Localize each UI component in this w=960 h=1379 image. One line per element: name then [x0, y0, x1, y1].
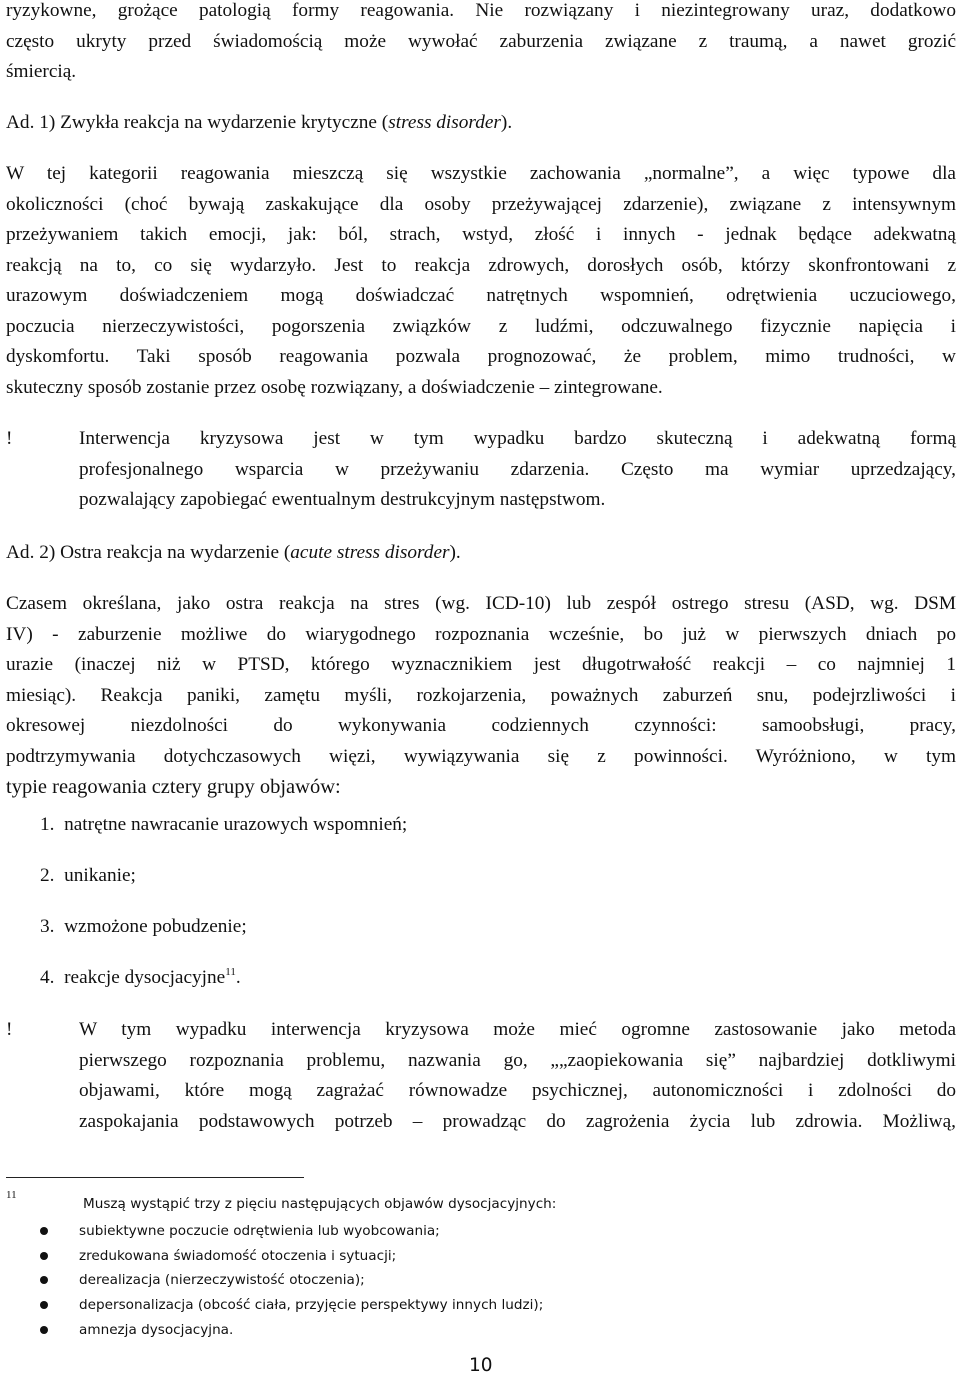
list-text: natrętne nawracanie urazowych wspomnień;	[64, 814, 408, 835]
list-text: wzmożone pobudzenie;	[64, 916, 247, 937]
text-line: skuteczny sposób zostanie przez osobę rozwiązany, a doświadczenie – zintegrowane.	[6, 376, 663, 398]
heading-italic: acute stress disorder	[290, 542, 450, 563]
footnote-item	[0, 1296, 543, 1321]
text-line: poczucia nierzeczywistości, pogorszenia związków z ludźmi, odczuwalnego fizycznie napięcia i	[6, 315, 956, 337]
text-line: zaspokajania podstawowych potrzeb – prowadząc do zagrożenia życia lub zdrowia. Możliwą,	[79, 1110, 956, 1132]
text-line: pozwalający zapobiegać ewentualnym destrukcyjnym następstwom.	[79, 489, 606, 510]
list-number: 2.	[40, 865, 55, 886]
text-line: IV) - zaburzenie możliwe do wiarygodnego rozpoznania wcześnie, bo już w pierwszych dniach po	[6, 623, 956, 645]
footnote-item-text: amnezja dysocjacyjna.	[79, 1321, 234, 1338]
list-number: 3.	[40, 916, 55, 937]
bullet-icon	[40, 1326, 48, 1334]
text-line: przeżywaniem takich emocji, jak: ból, strach, wstyd, złość i innych - jednak będące adekwatną	[6, 224, 956, 245]
list-item	[40, 963, 241, 994]
section-heading-ad1	[6, 108, 956, 139]
heading-suffix: ).	[449, 542, 461, 563]
page-number: 10	[469, 1355, 493, 1376]
list-item	[40, 912, 247, 943]
text-line: urazie (inaczej niż w PTSD, którego wyznacznikiem jest długotrwałość reakcji – co najmniej 1	[6, 654, 956, 675]
text-line: podtrzymywania dotychczasowych więzi, wywiązywania się z powinności. Wyróżniono, w tym	[6, 745, 956, 767]
footnote-item-text: derealizacja (nierzeczywistość otoczenia);	[79, 1272, 365, 1289]
bullet-icon	[40, 1227, 48, 1235]
note-intervention-2	[79, 1015, 956, 1137]
footnote-mark: 11	[6, 1189, 17, 1201]
text-line: W tym wypadku interwencja kryzysowa może mieć ogromne zastosowanie jako metoda	[79, 1019, 956, 1040]
note-marker: !	[6, 1019, 13, 1040]
heading-italic: stress disorder	[388, 112, 501, 133]
list-text: unikanie;	[64, 865, 136, 886]
footnote-item-text: depersonalizacja (obcość ciała, przyjęcie perspektywy innych ludzi);	[79, 1297, 544, 1314]
text-line: okoliczności (choć bywają zaskakujące dla osoby przeżywającej zdarzenie), związane z intensywnym	[6, 193, 956, 215]
text-line: reakcją na to, co się wydarzyło. Jest to reakcja zdrowych, dorosłych osób, którzy skonfrontowani z	[6, 254, 956, 276]
text-line: ryzykowne, grożące patologią formy reagowania. Nie rozwiązany i niezintegrowany uraz, dodatkowo	[6, 0, 956, 21]
text-line: dyskomfortu. Taki sposób reagowania pozwala prognozować, że problem, mimo trudności, w	[6, 346, 956, 367]
heading-prefix: Ad. 2) Ostra reakcja na wydarzenie (	[6, 542, 291, 563]
footnote-item	[0, 1321, 543, 1346]
footnote-separator	[6, 1177, 304, 1178]
text-line: miesiąc). Reakcja paniki, zamętu myśli, rozkojarzenia, poważnych zaburzeń snu, podejrzliwości i	[6, 684, 956, 706]
text-line: urazowym doświadczeniem mogą doświadczać natrętnych wspomnień, odrętwienia uczuciowego,	[6, 285, 956, 306]
footnote-item	[0, 1247, 543, 1272]
list-tail: .	[235, 967, 241, 988]
note-intervention-1	[79, 424, 956, 516]
text-line: objawami, które mogą zagrażać równowadze psychicznej, autonomiczności i zdolności do	[79, 1080, 956, 1101]
section-heading-ad2	[6, 538, 956, 569]
text-line: W tej kategorii reagowania mieszczą się wszystkie zachowania „normalne”, a więc typowe dla	[6, 163, 956, 184]
intro-paragraph	[6, 0, 956, 88]
text-line: profesjonalnego wsparcia w przeżywaniu zdarzenia. Często ma wymiar uprzedzający,	[79, 458, 956, 480]
paragraph-stress-disorder	[6, 159, 956, 403]
heading-prefix: Ad. 1) Zwykła reakcja na wydarzenie krytyczne (	[6, 112, 389, 133]
bullet-icon	[40, 1252, 48, 1260]
text-line: często ukryty przed świadomością może wywołać zaburzenia związane z traumą, a nawet grozić	[6, 30, 956, 52]
list-item	[40, 861, 136, 892]
footnote-heading: Muszą wystąpić trzy z pięciu następujących objawów dysocjacyjnych:	[83, 1196, 557, 1212]
text-line: typie reagowania cztery grupy objawów:	[6, 776, 341, 798]
bullet-icon	[40, 1301, 48, 1309]
footnote-item	[0, 1222, 543, 1247]
bullet-icon	[40, 1276, 48, 1284]
heading-suffix: ).	[500, 112, 513, 133]
text-line: śmiercią.	[6, 61, 77, 82]
list-number: 4.	[40, 967, 55, 988]
text-line: Interwencja kryzysowa jest w tym wypadku bardzo skuteczną i adekwatną formą	[79, 428, 956, 449]
note-marker: !	[6, 428, 13, 449]
paragraph-acute-stress	[6, 589, 956, 803]
text-line: okresowej niezdolności do wykonywania codziennych czynności: samoobsługi, pracy,	[6, 715, 956, 736]
text-line: Czasem określana, jako ostra reakcja na stres (wg. ICD-10) lub zespół ostrego stresu (ASD, wg. DSM	[6, 593, 956, 614]
list-text: reakcje dysocjacyjne	[64, 967, 226, 988]
list-number: 1.	[40, 814, 55, 835]
footnote-item	[0, 1271, 543, 1296]
text-line: pierwszego rozpoznania problemu, nazwania go, „„zaopiekowania się” najbardziej dotkliwymi	[79, 1049, 956, 1071]
list-item	[40, 810, 407, 841]
footnote-item-text: zredukowana świadomość otoczenia i sytuacji;	[79, 1247, 397, 1264]
footnote-ref[interactable]: 11	[225, 966, 236, 978]
footnote-item-text: subiektywne poczucie odrętwienia lub wyobcowania;	[79, 1223, 440, 1239]
footnote-list	[0, 1222, 543, 1345]
